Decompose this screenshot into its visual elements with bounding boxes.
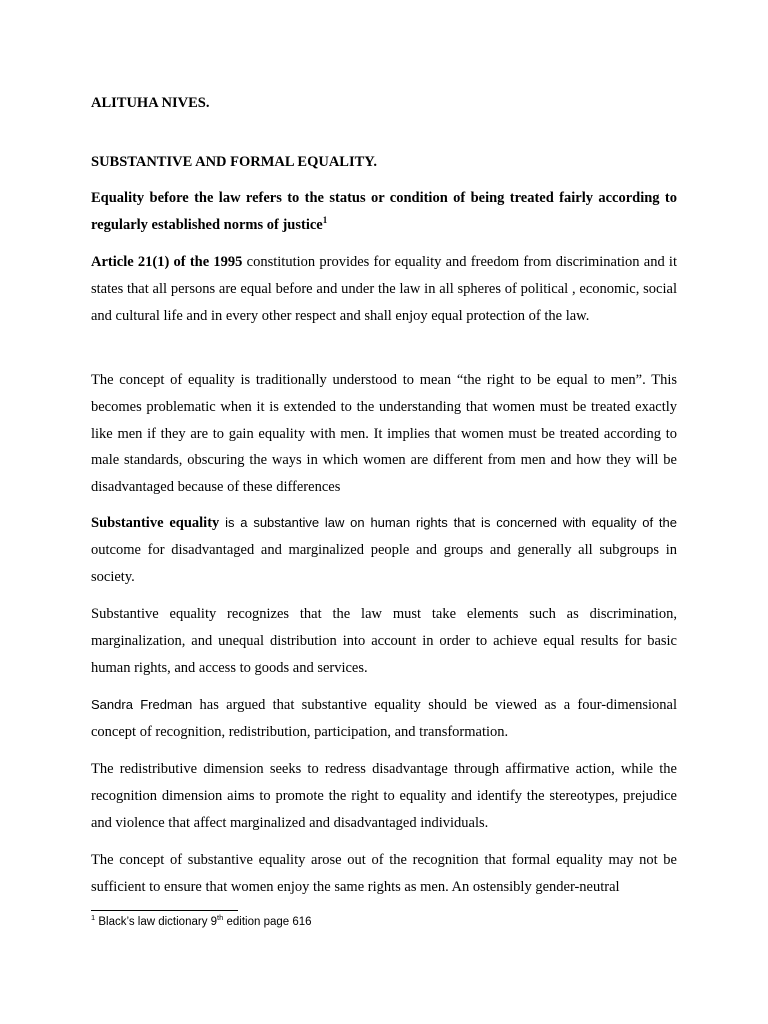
redistributive-paragraph: The redistributive dimension seeks to redress disadvantage through affirmative action, while the recognition dimension aims to promote the right to equality and identify the stereotypes, prejudice and violence that affect marginalized and disadvantaged individuals.	[91, 761, 677, 831]
article-text: constitution provides for equality and freedom from discrimination and it states that all persons are equal before and under the law in all spheres of political , economic, social and cultural life and in every other respect and shall enjoy equal protection of the law.	[91, 254, 677, 324]
footnote-text-after: edition page 616	[223, 916, 312, 928]
document-title: SUBSTANTIVE AND FORMAL EQUALITY.	[91, 154, 378, 170]
footnote-reference[interactable]: 1	[322, 214, 328, 225]
definition-text: Equality before the law refers to the status or condition of being treated fairly according to regularly established norms of justice	[91, 190, 677, 233]
author-name: ALITUHA NIVES.	[91, 95, 210, 111]
concept-paragraph: The concept of equality is traditionally understood to mean “the right to be equal to men”. This becomes problematic when it is extended to the understanding that women must be treated exactly like men if they are to gain equality with men. It implies that women must be treated according to male standards, obscuring the ways in which women are different from men and how they will be disadvantaged because of these differences	[91, 372, 677, 496]
substantive-bold-lead: Substantive equality	[91, 515, 220, 531]
substantive-rest-text: outcome for disadvantaged and marginalized people and groups and generally all subgroups in society.	[91, 541, 677, 585]
article-paragraph	[91, 249, 677, 329]
fredman-text: has argued that substantive equality should be viewed as a four-dimensional concept of recognition, redistribution, participation, and transformation.	[91, 697, 677, 740]
footnote-number: 1	[91, 913, 96, 923]
definition-paragraph	[91, 185, 677, 239]
footnote	[91, 914, 312, 930]
recognizes-paragraph: Substantive equality recognizes that the law must take elements such as discrimination, marginalization, and unequal distribution into account in order to achieve equal results for basic human rights, and access to goods and services.	[91, 606, 677, 676]
article-bold-lead: Article 21(1) of the 1995	[91, 254, 243, 270]
footnote-text-before: Black’s law dictionary 9	[95, 916, 218, 928]
fredman-name: Sandra Fredman	[91, 697, 193, 712]
fredman-paragraph	[91, 692, 677, 746]
substantive-definition-paragraph	[91, 510, 677, 590]
document-page	[91, 0, 677, 1024]
footnote-separator	[91, 910, 238, 911]
substantive-sans-text: is a substantive law on human rights that is concerned with equality of the	[219, 515, 677, 530]
arose-paragraph: The concept of substantive equality arose out of the recognition that formal equality may not be sufficient to ensure that women enjoy the same rights as men. An ostensibly gender-neutral	[91, 852, 677, 895]
footnote-ordinal-suffix: th	[217, 913, 224, 923]
